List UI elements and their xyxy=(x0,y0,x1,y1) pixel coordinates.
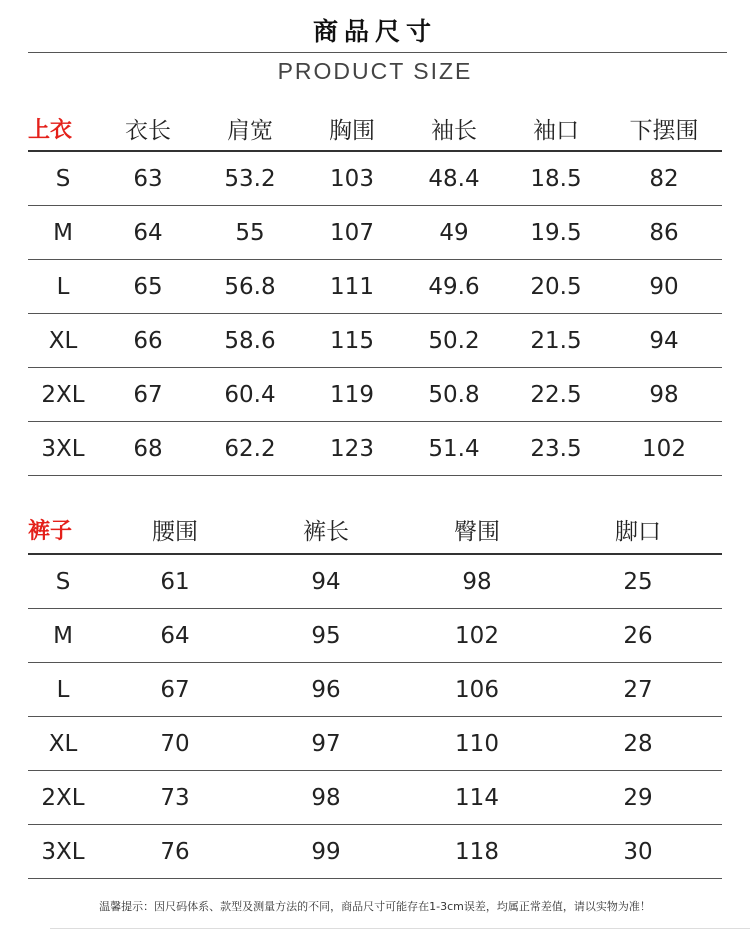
value-cell: 98 xyxy=(606,368,722,422)
bottom-divider xyxy=(50,928,750,929)
table-row xyxy=(28,151,722,206)
value-cell: 123 xyxy=(302,422,402,476)
table-header-row xyxy=(28,506,722,554)
table-row xyxy=(28,554,722,609)
value-cell: 94 xyxy=(606,314,722,368)
size-cell: L xyxy=(28,663,98,717)
value-cell: 98 xyxy=(400,554,554,609)
value-cell: 27 xyxy=(554,663,722,717)
value-cell: 58.6 xyxy=(198,314,302,368)
page-title: 商品尺寸 xyxy=(312,17,437,46)
table-row xyxy=(28,825,722,879)
table-row xyxy=(28,206,722,260)
size-cell: XL xyxy=(28,717,98,771)
column-header: 臀围 xyxy=(400,506,554,554)
value-cell: 106 xyxy=(400,663,554,717)
table-row xyxy=(28,771,722,825)
pants-size-table xyxy=(28,506,722,879)
value-cell: 25 xyxy=(554,554,722,609)
value-cell: 76 xyxy=(98,825,252,879)
top-size-table xyxy=(28,106,722,476)
table-row xyxy=(28,422,722,476)
value-cell: 60.4 xyxy=(198,368,302,422)
value-cell: 50.8 xyxy=(402,368,506,422)
value-cell: 49 xyxy=(402,206,506,260)
table-header-row xyxy=(28,106,722,151)
value-cell: 97 xyxy=(252,717,400,771)
value-cell: 48.4 xyxy=(402,151,506,206)
size-cell: S xyxy=(28,554,98,609)
column-header: 衣长 xyxy=(98,106,198,151)
value-cell: 66 xyxy=(98,314,198,368)
column-header: 胸围 xyxy=(302,106,402,151)
size-cell: 3XL xyxy=(28,825,98,879)
table-row xyxy=(28,314,722,368)
value-cell: 51.4 xyxy=(402,422,506,476)
value-cell: 53.2 xyxy=(198,151,302,206)
size-cell: 2XL xyxy=(28,771,98,825)
column-header: 袖口 xyxy=(506,106,606,151)
top-section-label: 上衣 xyxy=(28,106,98,151)
value-cell: 111 xyxy=(302,260,402,314)
value-cell: 73 xyxy=(98,771,252,825)
value-cell: 86 xyxy=(606,206,722,260)
column-header: 脚口 xyxy=(554,506,722,554)
column-header: 下摆围 xyxy=(606,106,722,151)
value-cell: 102 xyxy=(606,422,722,476)
value-cell: 115 xyxy=(302,314,402,368)
value-cell: 94 xyxy=(252,554,400,609)
page-subtitle: PRODUCT SIZE xyxy=(277,58,473,84)
value-cell: 63 xyxy=(98,151,198,206)
title-divider xyxy=(28,52,727,53)
value-cell: 68 xyxy=(98,422,198,476)
value-cell: 99 xyxy=(252,825,400,879)
value-cell: 95 xyxy=(252,609,400,663)
value-cell: 114 xyxy=(400,771,554,825)
value-cell: 26 xyxy=(554,609,722,663)
value-cell: 103 xyxy=(302,151,402,206)
size-note: 温馨提示：因尺码体系、款型及测量方法的不同，商品尺寸可能存在1-3cm误差，均属正常差值，请以实物为准！ xyxy=(99,900,651,913)
value-cell: 64 xyxy=(98,206,198,260)
table-row xyxy=(28,663,722,717)
value-cell: 119 xyxy=(302,368,402,422)
value-cell: 65 xyxy=(98,260,198,314)
value-cell: 90 xyxy=(606,260,722,314)
value-cell: 19.5 xyxy=(506,206,606,260)
value-cell: 61 xyxy=(98,554,252,609)
size-cell: 2XL xyxy=(28,368,98,422)
column-header: 肩宽 xyxy=(198,106,302,151)
table-row xyxy=(28,368,722,422)
value-cell: 67 xyxy=(98,663,252,717)
value-cell: 20.5 xyxy=(506,260,606,314)
column-header: 腰围 xyxy=(98,506,252,554)
table-row xyxy=(28,609,722,663)
table-row xyxy=(28,260,722,314)
value-cell: 64 xyxy=(98,609,252,663)
value-cell: 49.6 xyxy=(402,260,506,314)
value-cell: 21.5 xyxy=(506,314,606,368)
table-row xyxy=(28,717,722,771)
value-cell: 118 xyxy=(400,825,554,879)
column-header: 裤长 xyxy=(252,506,400,554)
value-cell: 110 xyxy=(400,717,554,771)
value-cell: 102 xyxy=(400,609,554,663)
value-cell: 23.5 xyxy=(506,422,606,476)
size-cell: 3XL xyxy=(28,422,98,476)
value-cell: 28 xyxy=(554,717,722,771)
value-cell: 22.5 xyxy=(506,368,606,422)
value-cell: 29 xyxy=(554,771,722,825)
value-cell: 82 xyxy=(606,151,722,206)
size-cell: M xyxy=(28,609,98,663)
size-cell: XL xyxy=(28,314,98,368)
value-cell: 96 xyxy=(252,663,400,717)
pants-section-label: 裤子 xyxy=(28,506,98,554)
size-cell: S xyxy=(28,151,98,206)
value-cell: 55 xyxy=(198,206,302,260)
column-header: 袖长 xyxy=(402,106,506,151)
value-cell: 107 xyxy=(302,206,402,260)
value-cell: 56.8 xyxy=(198,260,302,314)
value-cell: 70 xyxy=(98,717,252,771)
size-cell: M xyxy=(28,206,98,260)
value-cell: 18.5 xyxy=(506,151,606,206)
value-cell: 62.2 xyxy=(198,422,302,476)
size-cell: L xyxy=(28,260,98,314)
value-cell: 30 xyxy=(554,825,722,879)
value-cell: 98 xyxy=(252,771,400,825)
value-cell: 50.2 xyxy=(402,314,506,368)
value-cell: 67 xyxy=(98,368,198,422)
